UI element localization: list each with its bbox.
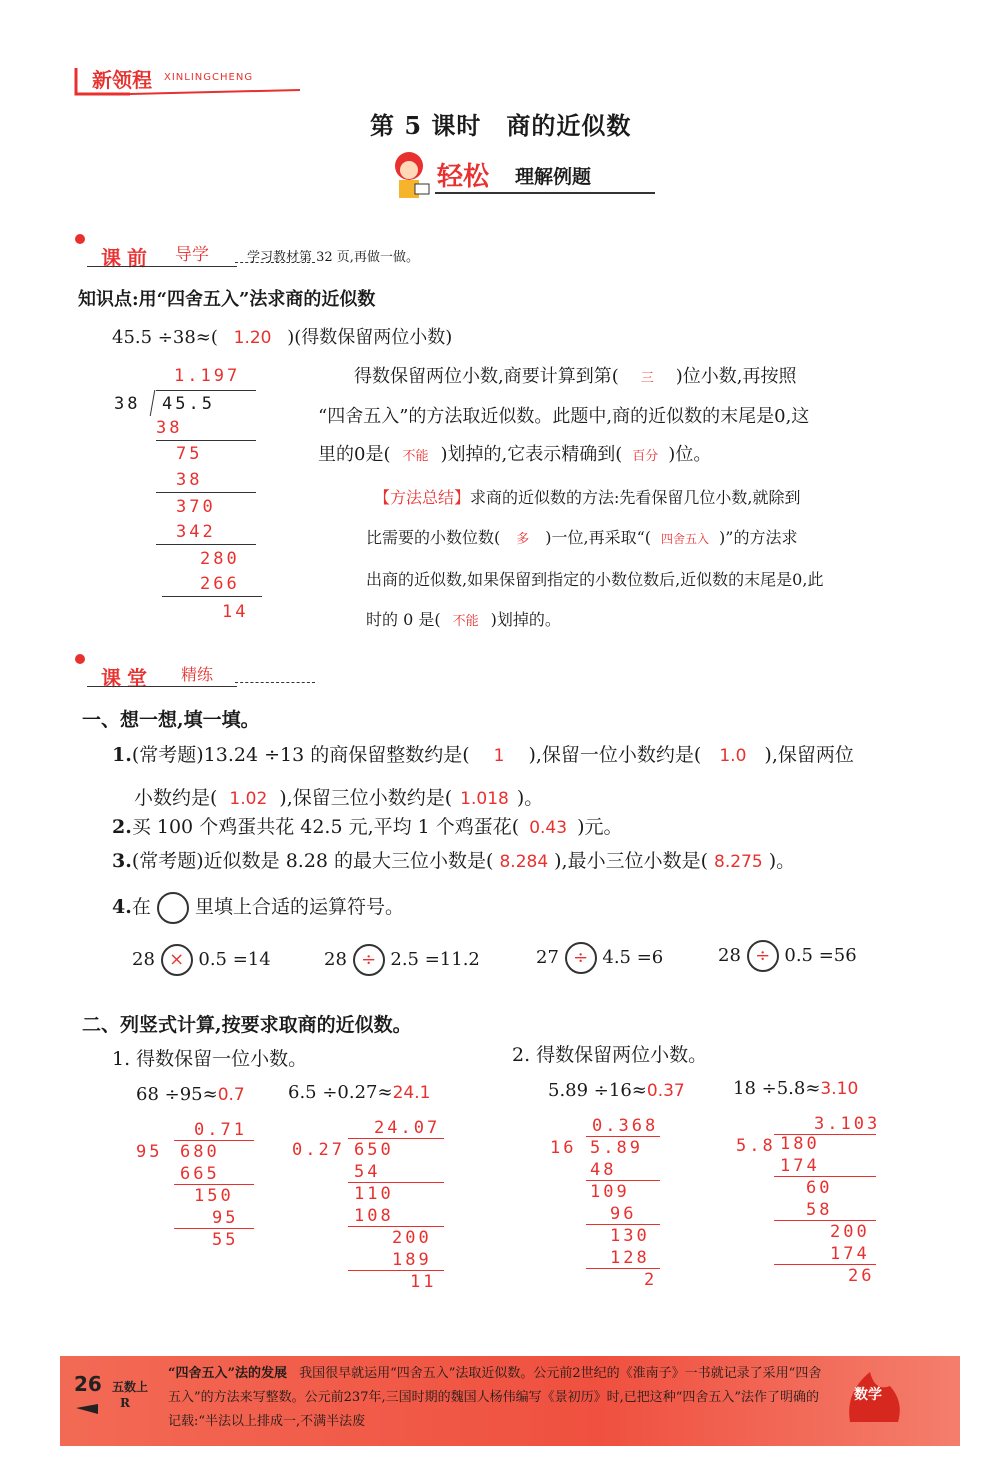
div-quotient: 1.197 <box>174 366 241 386</box>
q-text: ),保留一位小数约是( <box>528 744 702 766</box>
vc-rule <box>174 1184 254 1185</box>
tag-line <box>87 266 237 267</box>
para-text: )位小数,再按照 <box>675 366 797 387</box>
banner-underline <box>435 192 655 194</box>
vc-step: 109 <box>590 1182 630 1202</box>
q-answer: 8.275 <box>714 852 763 872</box>
lesson-banner <box>385 148 655 202</box>
method-answer: 不能 <box>452 614 479 629</box>
method-text: )一位,再采取“( <box>545 528 652 547</box>
vc-dividend: 650 <box>354 1140 394 1160</box>
vc-dividend: 180 <box>780 1134 820 1154</box>
vertical-calc-2 <box>292 1116 452 1296</box>
para-answer: 三 <box>640 371 654 386</box>
method-summary <box>366 478 946 642</box>
op-circle: ÷ <box>747 940 779 972</box>
method-tag: 【方法总结】 <box>374 488 471 507</box>
q-number: 4. <box>112 896 132 918</box>
expr-text: 68 ÷95≈ <box>136 1084 218 1105</box>
q-answer: 1 <box>493 746 505 766</box>
q-text: )。 <box>516 787 544 809</box>
explanation-para <box>318 358 918 476</box>
div-bar <box>156 390 256 391</box>
vc-step: 48 <box>590 1160 617 1180</box>
op-item <box>132 944 271 976</box>
vc-divisor: 16 <box>550 1138 577 1158</box>
div-step: 14 <box>222 602 249 622</box>
vc-step: 54 <box>354 1162 381 1182</box>
expr-answer: 0.7 <box>217 1085 245 1105</box>
div-step: 38 <box>176 470 203 490</box>
question-2 <box>112 812 622 839</box>
vc-rule <box>348 1270 444 1271</box>
vc-divisor: 95 <box>136 1142 163 1162</box>
knowledge-title: 知识点:用“四舍五入”法求商的近似数 <box>78 289 376 310</box>
dot-icon <box>75 234 85 244</box>
vc-step: 11 <box>410 1272 437 1292</box>
vc-bar <box>586 1136 660 1137</box>
method-text: 求商的近似数的方法:先看保留几位小数,就除到 <box>470 488 801 507</box>
section1-title: 一、想一想,填一填。 <box>82 709 260 731</box>
method-text: 比需要的小数位数( <box>366 528 501 547</box>
para-text: 得数保留两位小数,商要计算到第( <box>354 366 619 387</box>
op-item <box>718 940 857 972</box>
method-text: 时的 0 是( <box>366 610 441 629</box>
vc-bar <box>348 1138 444 1139</box>
vc-rule <box>348 1182 444 1183</box>
div-step: 342 <box>176 522 216 542</box>
op-right: 4.5 =6 <box>602 947 664 968</box>
edition-label: R <box>120 1396 130 1410</box>
calc-expr <box>288 1082 430 1103</box>
grade-label: 五数上 <box>112 1380 149 1394</box>
footer-note-body: 我国很早就运用“四舍五入”法取近似数。公元前2世纪的《淮南子》一书就记录了采用“四舍五入”的方法来写整数。公元前237年,三国时期的魏国人杨伟编写《景初历》时,已把这种“四舍五入”法作了明确的记载:“半法以上排成一,不满半法废 <box>168 1366 822 1429</box>
div-step: 266 <box>200 574 240 594</box>
op-left: 28 <box>324 949 347 970</box>
q-answer: 8.284 <box>499 852 549 872</box>
preview-tag-2: 导学 <box>175 245 209 265</box>
vertical-calc-3 <box>550 1114 670 1294</box>
vc-step: 200 <box>392 1228 432 1248</box>
long-division-example <box>110 360 270 630</box>
example-line <box>112 323 452 349</box>
vc-step: 58 <box>806 1200 833 1220</box>
div-step: 370 <box>176 497 216 517</box>
vc-step: 55 <box>212 1230 239 1250</box>
preview-tag <box>75 232 475 272</box>
method-answer: 四舍五入 <box>661 532 710 546</box>
vc-step: 96 <box>610 1204 637 1224</box>
op-item <box>536 942 663 974</box>
q-text: 在 <box>131 896 151 918</box>
question-1 <box>112 734 972 820</box>
q-number: 2. <box>112 816 132 838</box>
vc-step: 665 <box>180 1164 220 1184</box>
vc-step: 108 <box>354 1206 394 1226</box>
question-4 <box>112 892 404 924</box>
classroom-tag <box>75 652 375 692</box>
calc-expr <box>733 1078 858 1099</box>
div-step: 38 <box>156 418 183 438</box>
preview-tag-1: 课前 <box>101 246 153 270</box>
tag-line <box>87 686 237 687</box>
lesson-title: 第 5 课时 商的近似数 <box>370 111 632 140</box>
vc-step: 95 <box>212 1208 239 1228</box>
q-answer: 1.02 <box>229 789 268 809</box>
q-text: ),最小三位小数是( <box>554 850 709 872</box>
q-answer: 0.43 <box>529 818 568 838</box>
op-right: 2.5 =11.2 <box>390 949 480 970</box>
div-rule <box>156 440 256 441</box>
book-stack-icon <box>72 1398 132 1418</box>
q-text: )元。 <box>577 816 623 838</box>
div-step: 280 <box>200 549 240 569</box>
classroom-tag-1: 课堂 <box>101 666 153 690</box>
para-answer: 不能 <box>402 449 429 464</box>
vc-rule <box>774 1176 876 1177</box>
footer-note-title: “四舍五入”法的发展 <box>168 1366 287 1381</box>
method-text: 出商的近似数,如果保留到指定的小数位数后,近似数的末尾是0,此 <box>366 570 824 589</box>
q-text: 买 100 个鸡蛋共花 42.5 元,平均 1 个鸡蛋花( <box>131 816 520 838</box>
brand-name: 新领程 <box>92 68 152 92</box>
example-post: )(得数保留两位小数) <box>287 327 453 348</box>
calc-expr <box>548 1080 685 1101</box>
sub-question-2: 2. 得数保留两位小数。 <box>512 1044 708 1066</box>
vc-step: 128 <box>610 1248 650 1268</box>
vc-divisor: 5.8 <box>736 1136 776 1156</box>
div-divisor: 38 <box>114 394 141 414</box>
vertical-calc-1 <box>136 1118 256 1258</box>
q-text: 小数约是( <box>134 787 218 809</box>
sub-question-1: 1. 得数保留一位小数。 <box>112 1048 308 1070</box>
para-text: )位。 <box>668 444 712 465</box>
expr-answer: 0.37 <box>646 1081 685 1101</box>
div-rule <box>162 596 262 597</box>
method-text: )划掉的。 <box>490 610 561 629</box>
vc-step: 174 <box>830 1244 870 1264</box>
vc-step: 110 <box>354 1184 394 1204</box>
vc-quotient: 0.71 <box>194 1120 247 1140</box>
vc-step: 174 <box>780 1156 820 1176</box>
div-step: 75 <box>176 444 203 464</box>
q-answer: 1.0 <box>719 746 747 766</box>
expr-text: 6.5 ÷0.27≈ <box>288 1082 393 1103</box>
div-rule <box>156 544 256 545</box>
example-answer: 1.20 <box>233 328 272 348</box>
vc-rule <box>348 1226 444 1227</box>
vc-rule <box>774 1264 876 1265</box>
method-text: )”的方法求 <box>719 528 798 547</box>
vc-rule <box>774 1220 876 1221</box>
q-text: 里填上合适的运算符号。 <box>194 896 404 918</box>
vc-quotient: 3.103 <box>814 1114 881 1134</box>
q-text: ),保留三位小数约是( <box>279 787 453 809</box>
op-circle: × <box>161 944 193 976</box>
expr-answer: 24.1 <box>392 1083 431 1103</box>
vc-step: 60 <box>806 1178 833 1198</box>
subject-label: 数学 <box>854 1387 882 1403</box>
vc-bar <box>174 1140 254 1141</box>
vc-rule <box>586 1180 660 1181</box>
subject-badge <box>840 1362 910 1432</box>
vc-quotient: 0.368 <box>592 1116 659 1136</box>
para-answer: 百分 <box>632 449 659 464</box>
student-mascot-icon <box>385 148 435 202</box>
vertical-calc-4 <box>736 1112 886 1292</box>
page-number: 26 <box>74 1372 102 1396</box>
expr-answer: 3.10 <box>820 1079 859 1099</box>
banner-bold: 轻松 <box>437 162 490 192</box>
vc-quotient: 24.07 <box>374 1118 441 1138</box>
expr-text: 5.89 ÷16≈ <box>548 1080 647 1101</box>
empty-circle-icon <box>157 892 189 924</box>
operator-row <box>132 940 932 976</box>
expr-text: 18 ÷5.8≈ <box>733 1078 821 1099</box>
op-right: 0.5 =14 <box>198 949 271 970</box>
div-dividend: 45.5 <box>162 394 215 414</box>
vc-rule <box>586 1224 660 1225</box>
op-circle: ÷ <box>565 942 597 974</box>
div-rule <box>156 492 256 493</box>
vc-step: 189 <box>392 1250 432 1270</box>
vc-step: 2 <box>644 1270 658 1290</box>
op-circle: ÷ <box>353 944 385 976</box>
q-text: (常考题)近似数是 8.28 的最大三位小数是( <box>131 850 494 872</box>
section2-title: 二、列竖式计算,按要求取商的近似数。 <box>82 1014 412 1036</box>
footer-note <box>168 1362 828 1434</box>
para-text: “四舍五入”的方法取近似数。此题中,商的近似数的末尾是0,这 <box>318 406 810 427</box>
op-item <box>324 944 480 976</box>
q-text: )。 <box>768 850 796 872</box>
para-text: )划掉的,它表示精确到( <box>440 444 623 465</box>
brand-logo <box>70 60 310 100</box>
op-left: 28 <box>718 945 741 966</box>
method-answer: 多 <box>516 532 530 547</box>
vc-step: 26 <box>848 1266 875 1286</box>
div-bracket <box>150 390 156 416</box>
vc-step: 150 <box>194 1186 234 1206</box>
q-number: 3. <box>112 850 132 872</box>
calc-expr <box>136 1084 245 1105</box>
classroom-tag-2: 精练 <box>181 665 214 684</box>
op-left: 28 <box>132 949 155 970</box>
page-badge <box>72 1372 152 1442</box>
preview-note: 学习教材第 32 页,再做一做。 <box>247 250 419 265</box>
vc-divisor: 0.27 <box>292 1140 345 1160</box>
op-left: 27 <box>536 947 559 968</box>
tag-dash <box>235 682 315 683</box>
para-text: 里的0是( <box>318 444 391 465</box>
vc-step: 200 <box>830 1222 870 1242</box>
vc-rule <box>174 1228 254 1229</box>
example-pre: 45.5 ÷38≈( <box>112 327 218 348</box>
q-number: 1. <box>112 744 132 766</box>
vc-dividend: 5.89 <box>590 1138 643 1158</box>
dot-icon <box>75 654 85 664</box>
banner-text: 理解例题 <box>515 166 592 188</box>
q-text: ),保留两位 <box>764 744 854 766</box>
op-right: 0.5 =56 <box>784 945 857 966</box>
vc-dividend: 680 <box>180 1142 220 1162</box>
brand-pinyin: XINLINGCHENG <box>164 72 254 83</box>
vc-rule <box>586 1268 660 1269</box>
q-answer: 1.018 <box>460 789 509 809</box>
q-text: (常考题)13.24 ÷13 的商保留整数约是( <box>131 744 470 766</box>
vc-step: 130 <box>610 1226 650 1246</box>
question-3 <box>112 846 795 873</box>
